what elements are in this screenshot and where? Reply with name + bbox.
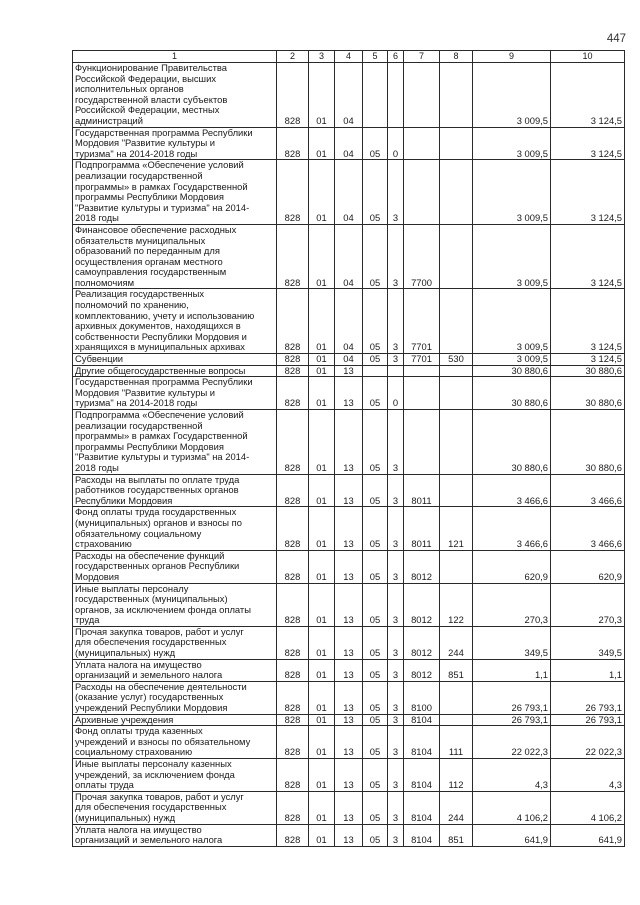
cell-subprogram: 3 [388,759,404,792]
cell-target-article: 8104 [404,714,440,726]
cell-admin-code: 828 [277,474,309,507]
table-row [73,626,625,659]
row-title: Государственная программа Республики Мордовия "Развитие культуры и туризма" на 2014-2018 годы [73,127,277,160]
row-title: Финансовое обеспечение расходных обязательств муниципальных образований по переданным для осуществления органам местного самоуправления государственным полномочиям [73,224,277,289]
cell-amount-col10: 3 466,6 [551,507,625,550]
column-header: 7 [404,51,440,63]
cell-subsection: 04 [335,224,363,289]
cell-expense-type: 112 [440,759,473,792]
column-header: 5 [363,51,388,63]
cell-amount-col10: 3 124,5 [551,224,625,289]
cell-expense-type: 530 [440,354,473,366]
cell-subprogram: 0 [388,127,404,160]
cell-subsection: 13 [335,726,363,759]
cell-subsection: 13 [335,550,363,583]
cell-target-article: 8012 [404,626,440,659]
cell-target-article [404,160,440,225]
cell-program: 05 [363,791,388,824]
cell-admin-code: 828 [277,681,309,714]
cell-subsection: 13 [335,626,363,659]
table-row [73,474,625,507]
cell-section: 01 [309,681,335,714]
cell-amount-col9: 1,1 [473,659,551,681]
cell-program: 05 [363,759,388,792]
cell-expense-type [440,681,473,714]
cell-amount-col9: 30 880,6 [473,377,551,410]
cell-expense-type: 851 [440,824,473,846]
cell-subsection: 13 [335,583,363,626]
row-title: Функционирование Правительства Российской Федерации, высших исполнительных органов государственной власти субъектов Российской Федерации, местных администраций [73,63,277,128]
cell-amount-col10: 4,3 [551,759,625,792]
row-title: Расходы на обеспечение деятельности (оказание услуг) государственных учреждений Республики Мордовия [73,681,277,714]
cell-amount-col10: 4 106,2 [551,791,625,824]
cell-program: 05 [363,714,388,726]
cell-amount-col10: 3 124,5 [551,63,625,128]
cell-section: 01 [309,377,335,410]
cell-amount-col10: 270,3 [551,583,625,626]
cell-section: 01 [309,726,335,759]
row-title: Фонд оплаты труда казенных учреждений и взносы по обязательному социальному страхованию [73,726,277,759]
cell-admin-code: 828 [277,583,309,626]
cell-admin-code: 828 [277,659,309,681]
cell-subsection: 13 [335,759,363,792]
cell-program [363,365,388,377]
row-title: Прочая закупка товаров, работ и услуг для обеспечения государственных (муниципальных) нужд [73,626,277,659]
cell-admin-code: 828 [277,507,309,550]
cell-program: 05 [363,824,388,846]
cell-subsection: 13 [335,681,363,714]
cell-section: 01 [309,289,335,354]
cell-target-article [404,410,440,475]
cell-section: 01 [309,507,335,550]
cell-section: 01 [309,626,335,659]
table-row [73,583,625,626]
cell-expense-type [440,127,473,160]
cell-amount-col10: 30 880,6 [551,365,625,377]
table-body [73,63,625,847]
cell-program: 05 [363,550,388,583]
cell-amount-col9: 4 106,2 [473,791,551,824]
cell-amount-col9: 26 793,1 [473,681,551,714]
cell-subsection: 13 [335,507,363,550]
cell-section: 01 [309,659,335,681]
cell-program: 05 [363,377,388,410]
cell-section: 01 [309,160,335,225]
row-title: Фонд оплаты труда государственных (муниципальных) органов и взносы по обязательному социальному страхованию [73,507,277,550]
cell-program: 05 [363,726,388,759]
cell-subprogram [388,365,404,377]
cell-expense-type [440,160,473,225]
column-header: 4 [335,51,363,63]
cell-subsection: 13 [335,824,363,846]
cell-subprogram: 3 [388,289,404,354]
cell-section: 01 [309,410,335,475]
cell-target-article: 8012 [404,550,440,583]
cell-section: 01 [309,583,335,626]
cell-expense-type [440,63,473,128]
cell-amount-col10: 3 124,5 [551,289,625,354]
table-row [73,63,625,128]
row-title: Уплата налога на имущество организаций и земельного налога [73,824,277,846]
cell-subprogram: 3 [388,726,404,759]
row-title: Иные выплаты персоналу государственных (муниципальных) органов, за исключением фонда оплаты труда [73,583,277,626]
cell-admin-code: 828 [277,824,309,846]
table-row [73,160,625,225]
table-row [73,681,625,714]
cell-target-article [404,127,440,160]
row-title: Подпрограмма «Обеспечение условий реализации государственной программы» в рамках Государственной программы Республики Мордовия "Развитие культуры и туризма" на 2014- 2018 годы [73,410,277,475]
cell-amount-col10: 3 466,6 [551,474,625,507]
cell-subprogram: 3 [388,791,404,824]
cell-amount-col9: 3 466,6 [473,474,551,507]
cell-program: 05 [363,659,388,681]
cell-section: 01 [309,759,335,792]
column-header: 2 [277,51,309,63]
cell-program: 05 [363,289,388,354]
cell-section: 01 [309,550,335,583]
cell-target-article: 7701 [404,354,440,366]
row-title: Иные выплаты персоналу казенных учреждений, за исключением фонда оплаты труда [73,759,277,792]
cell-amount-col9: 22 022,3 [473,726,551,759]
cell-subsection: 13 [335,714,363,726]
cell-section: 01 [309,791,335,824]
cell-subprogram [388,63,404,128]
cell-amount-col10: 26 793,1 [551,714,625,726]
cell-admin-code: 828 [277,224,309,289]
cell-target-article: 8012 [404,659,440,681]
cell-amount-col9: 4,3 [473,759,551,792]
column-header: 8 [440,51,473,63]
cell-program: 05 [363,681,388,714]
cell-amount-col9: 349,5 [473,626,551,659]
cell-subprogram: 3 [388,583,404,626]
row-title: Другие общегосударственные вопросы [73,365,277,377]
cell-admin-code: 828 [277,127,309,160]
cell-admin-code: 828 [277,63,309,128]
cell-amount-col10: 3 124,5 [551,160,625,225]
cell-expense-type: 244 [440,626,473,659]
column-header: 6 [388,51,404,63]
cell-expense-type: 122 [440,583,473,626]
table-row [73,791,625,824]
cell-amount-col10: 1,1 [551,659,625,681]
cell-subsection: 13 [335,659,363,681]
cell-subprogram: 3 [388,714,404,726]
cell-subprogram: 3 [388,410,404,475]
cell-expense-type [440,224,473,289]
cell-amount-col9: 3 466,6 [473,507,551,550]
cell-subprogram: 3 [388,224,404,289]
cell-amount-col9: 3 009,5 [473,224,551,289]
cell-admin-code: 828 [277,354,309,366]
cell-amount-col9: 3 009,5 [473,289,551,354]
column-header: 10 [551,51,625,63]
cell-expense-type [440,289,473,354]
cell-amount-col9: 30 880,6 [473,410,551,475]
cell-subprogram: 3 [388,626,404,659]
cell-admin-code: 828 [277,410,309,475]
table-header-row [73,51,625,63]
cell-expense-type [440,365,473,377]
cell-target-article [404,365,440,377]
table-row [73,507,625,550]
table-row [73,410,625,475]
row-title: Архивные учреждения [73,714,277,726]
column-header: 1 [73,51,277,63]
cell-program: 05 [363,410,388,475]
table-row [73,354,625,366]
cell-target-article: 8011 [404,507,440,550]
table-row [73,224,625,289]
cell-target-article: 8104 [404,759,440,792]
cell-amount-col10: 26 793,1 [551,681,625,714]
cell-target-article: 8100 [404,681,440,714]
table-row [73,127,625,160]
cell-target-article: 8011 [404,474,440,507]
cell-expense-type [440,410,473,475]
cell-section: 01 [309,354,335,366]
cell-target-article: 8104 [404,726,440,759]
cell-expense-type [440,550,473,583]
cell-subprogram: 3 [388,354,404,366]
row-title: Субвенции [73,354,277,366]
cell-section: 01 [309,714,335,726]
cell-subprogram: 0 [388,377,404,410]
cell-program: 05 [363,626,388,659]
table-row [73,759,625,792]
cell-subprogram: 3 [388,474,404,507]
row-title: Государственная программа Республики Мордовия "Развитие культуры и туризма" на 2014-2018 годы [73,377,277,410]
cell-admin-code: 828 [277,377,309,410]
cell-expense-type [440,377,473,410]
cell-admin-code: 828 [277,289,309,354]
table-row [73,289,625,354]
cell-subsection: 13 [335,474,363,507]
cell-admin-code: 828 [277,160,309,225]
cell-amount-col9: 30 880,6 [473,365,551,377]
cell-subprogram: 3 [388,160,404,225]
cell-subsection: 04 [335,127,363,160]
cell-expense-type: 851 [440,659,473,681]
cell-target-article: 8012 [404,583,440,626]
cell-amount-col10: 3 124,5 [551,127,625,160]
column-header: 3 [309,51,335,63]
cell-subprogram: 3 [388,659,404,681]
cell-expense-type: 121 [440,507,473,550]
cell-amount-col10: 30 880,6 [551,377,625,410]
cell-program: 05 [363,583,388,626]
cell-amount-col9: 3 009,5 [473,160,551,225]
cell-subsection: 04 [335,63,363,128]
table-row [73,714,625,726]
column-header: 9 [473,51,551,63]
cell-admin-code: 828 [277,759,309,792]
cell-target-article: 8104 [404,824,440,846]
table-row [73,824,625,846]
cell-subprogram: 3 [388,550,404,583]
cell-subprogram: 3 [388,681,404,714]
row-title: Расходы на обеспечение функций государственных органов Республики Мордовия [73,550,277,583]
cell-subsection: 13 [335,410,363,475]
cell-admin-code: 828 [277,626,309,659]
cell-amount-col9: 3 009,5 [473,127,551,160]
cell-subsection: 13 [335,377,363,410]
row-title: Уплата налога на имущество организаций и земельного налога [73,659,277,681]
cell-subsection: 04 [335,354,363,366]
cell-expense-type [440,714,473,726]
row-title: Реализация государственных полномочий по хранению, комплектованию, учету и использованию архивных документов, находящихся в собственности Республики Мордовия и хранящихся в муниципальных архивах [73,289,277,354]
cell-admin-code: 828 [277,726,309,759]
cell-program [363,63,388,128]
row-title: Подпрограмма «Обеспечение условий реализации государственной программы» в рамках Государственной программы Республики Мордовия "Развитие культуры и туризма" на 2014- 2018 годы [73,160,277,225]
cell-subsection: 04 [335,160,363,225]
cell-admin-code: 828 [277,791,309,824]
cell-program: 05 [363,160,388,225]
cell-admin-code: 828 [277,365,309,377]
cell-expense-type [440,474,473,507]
cell-amount-col10: 620,9 [551,550,625,583]
table-row [73,726,625,759]
cell-subsection: 13 [335,365,363,377]
cell-amount-col10: 641,9 [551,824,625,846]
cell-amount-col9: 26 793,1 [473,714,551,726]
cell-amount-col10: 3 124,5 [551,354,625,366]
cell-section: 01 [309,365,335,377]
cell-expense-type: 111 [440,726,473,759]
cell-program: 05 [363,507,388,550]
cell-subsection: 13 [335,791,363,824]
cell-amount-col10: 349,5 [551,626,625,659]
cell-section: 01 [309,474,335,507]
cell-section: 01 [309,824,335,846]
row-title: Прочая закупка товаров, работ и услуг для обеспечения государственных (муниципальных) нужд [73,791,277,824]
cell-amount-col9: 270,3 [473,583,551,626]
budget-table [72,50,625,847]
table-row [73,365,625,377]
table-row [73,377,625,410]
cell-section: 01 [309,224,335,289]
cell-amount-col9: 641,9 [473,824,551,846]
cell-program: 05 [363,354,388,366]
cell-admin-code: 828 [277,550,309,583]
cell-section: 01 [309,127,335,160]
cell-target-article: 8104 [404,791,440,824]
page-number: 447 [606,33,626,45]
cell-subprogram: 3 [388,824,404,846]
cell-amount-col9: 620,9 [473,550,551,583]
cell-program: 05 [363,224,388,289]
cell-subprogram: 3 [388,507,404,550]
cell-program: 05 [363,474,388,507]
table-row [73,550,625,583]
cell-amount-col10: 22 022,3 [551,726,625,759]
table-row [73,659,625,681]
cell-target-article: 7700 [404,224,440,289]
cell-target-article [404,63,440,128]
cell-subsection: 04 [335,289,363,354]
row-title: Расходы на выплаты по оплате труда работников государственных органов Республики Мордовия [73,474,277,507]
cell-amount-col10: 30 880,6 [551,410,625,475]
cell-section: 01 [309,63,335,128]
cell-admin-code: 828 [277,714,309,726]
cell-target-article [404,377,440,410]
cell-amount-col9: 3 009,5 [473,63,551,128]
cell-program: 05 [363,127,388,160]
cell-target-article: 7701 [404,289,440,354]
cell-amount-col9: 3 009,5 [473,354,551,366]
cell-expense-type: 244 [440,791,473,824]
